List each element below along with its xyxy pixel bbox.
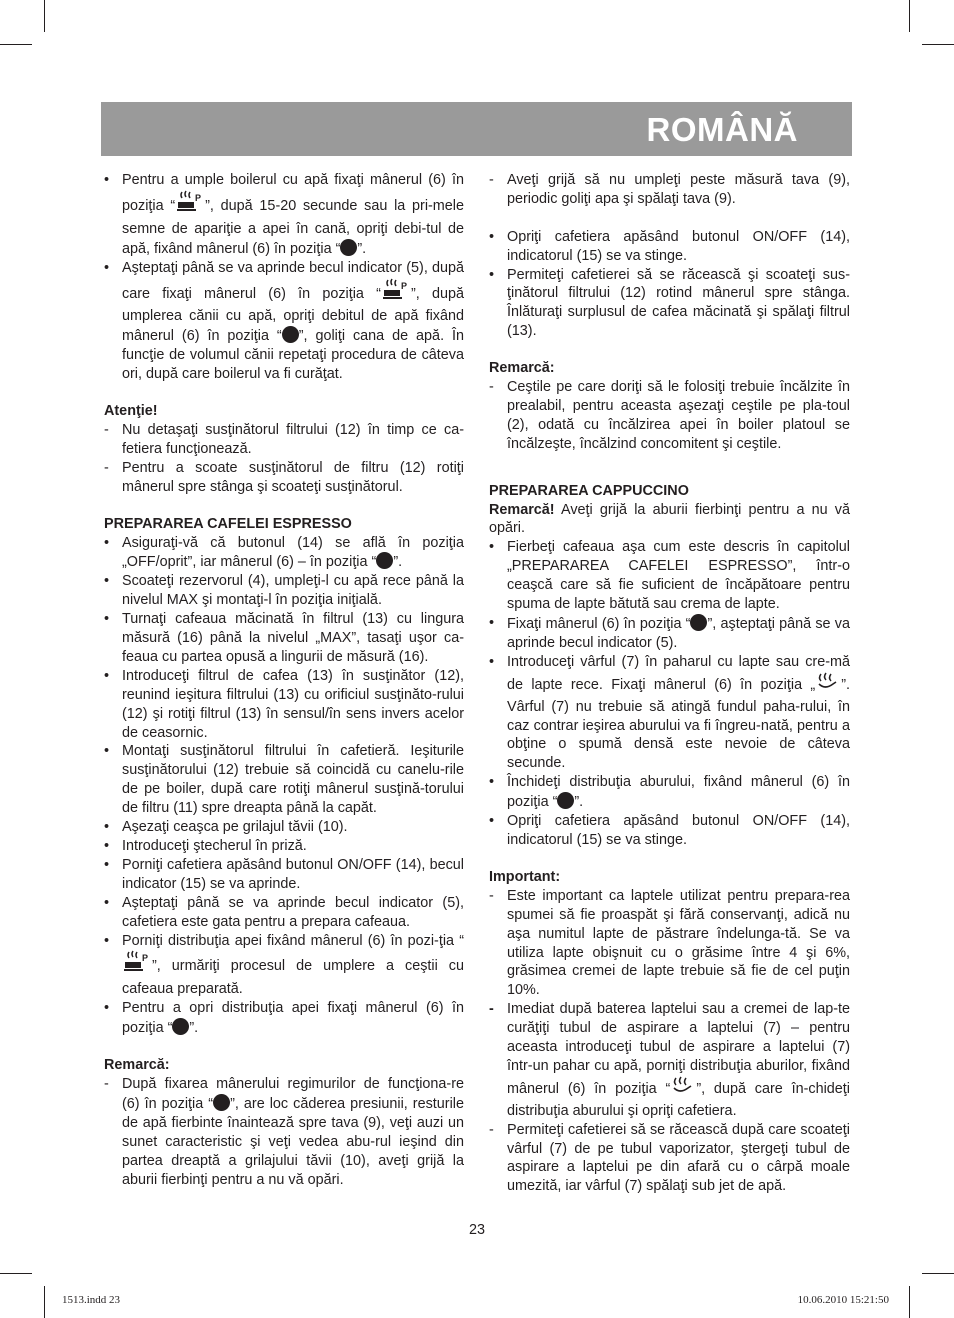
- section-heading: Remarcă:: [104, 1057, 170, 1074]
- svg-text:P: P: [142, 953, 149, 964]
- list-item: • Fixaţi mânerul (6) în poziţia “ ”, aşteptaţi până se va aprinde becul indicator (5).: [489, 615, 850, 651]
- filled-circle-icon: [376, 552, 393, 569]
- section-heading: Atenţie!: [104, 403, 158, 420]
- cup-tap-icon: [382, 278, 410, 308]
- crop-mark: [0, 44, 32, 45]
- steam-icon: [671, 1076, 695, 1102]
- crop-mark: [0, 1273, 32, 1274]
- crop-mark: [909, 1286, 910, 1318]
- section-heading: PREPARAREA CAFELEI ESPRESSO: [104, 515, 352, 532]
- list-item: • Pentru a umple boilerul cu apă fixaţi mânerul (6) în poziţia “ P ”, după 15-20 secunde sau la pri-mele semne de apariţie a apei în cană, opriţi debi-tul de apă, fixând mânerul (6) în poziţia “ ”.: [104, 172, 464, 257]
- left-column: [104, 171, 464, 1189]
- list-item: • Introduceţi ştecherul în priză.: [104, 838, 307, 854]
- list-item: • Aşteptaţi până se va aprinde becul indicator (5), cafetiera este gata pentru a prepara cafeaua.: [104, 894, 464, 930]
- list-item: • Aşteptaţi până se va aprinde becul indicator (5), după care fixaţi mânerul (6) în poziţia “ P ”, după umplerea cănii cu apă, opriţi debitul de apă fixând mânerul (6) în poziţia “ ”, goliţi cana de apă. În funcţie de volumul cănii repetaţi procedura de câteva ori, după care boilerul va fi curăţat.: [104, 259, 464, 383]
- list-item: • Porniţi distribuţia apei fixând mânerul (6) în pozi-ţia “ P ”, urmăriţi procesul de umplere a ceştii cu cafeaua preparată.: [104, 932, 464, 998]
- crop-mark: [922, 1273, 954, 1274]
- list-item: • Aşezaţi ceaşca pe grilajul tăvii (10).: [104, 819, 348, 836]
- crop-mark: [909, 0, 910, 32]
- list-item: - Permiteţi cafetierei să se răcească după care scoateţi vârful (7) de pe tubul vaporizator, ştergeţi tubul de aspirare a laptelui pe din afară cu o cârpă moale umezită, iar vârful (7) spălaţi sub jet de apă.: [489, 1121, 850, 1195]
- filled-circle-icon: [172, 1018, 189, 1035]
- filled-circle-icon: [282, 326, 299, 343]
- filled-circle-icon: [340, 239, 357, 256]
- list-item: • Introduceţi filtrul de cafea (13) în susţinător (12), reunind ieşitura filtrului (13) cu orificiul susţinăto-rului (12) şi rotiţi filtrul (13) în sensul/în sens invers acelor de ceasornic.: [104, 667, 464, 741]
- right-column: [489, 171, 850, 1196]
- list-item: • Introduceţi vârful (7) în paharul cu lapte sau cre-mă de lapte rece. Fixaţi mânerul (6) în poziţia „ ”. Vârful (7) nu trebuie să atingă fundul paha-rului, în caz contrar ieşirea aburului va fi îngreu-nată, pentru a obţine o spumă densă este nevoie de câteva secunde.: [489, 653, 850, 772]
- list-item: • Scoateţi rezervorul (4), umpleţi-l cu apă rece până la nivelul MAX şi montaţi-l în poziţia iniţială.: [104, 573, 464, 609]
- crop-mark: [44, 1286, 45, 1318]
- section-heading: Remarcă:: [489, 360, 555, 377]
- cup-tap-icon: [123, 950, 151, 980]
- note-paragraph: Remarcă! Aveţi grijă la aburii fierbinţi pentru a nu vă opări.: [489, 501, 850, 537]
- crop-mark: [44, 0, 45, 32]
- list-item: • Porniţi cafetiera apăsând butonul ON/OFF (14), becul indicator (15) se va aprinde.: [104, 856, 464, 892]
- list-item: • Pentru a opri distribuţia apei fixaţi mânerul (6) în poziţia “ ”.: [104, 1000, 464, 1037]
- page-number: 23: [468, 1222, 485, 1238]
- filled-circle-icon: [690, 614, 707, 631]
- language-banner: [101, 102, 852, 156]
- list-item: • Închideţi distribuţia aburului, fixând mânerul (6) în poziţia “ ”.: [489, 774, 850, 811]
- list-item: - Ceştile pe care doriţi să le folosiţi trebuie încălzite în prealabil, pentru aceasta aşezaţi ceştile pe pla-toul (2), odată cu încălzirea apei în boiler platoul se încălzeşte, încălzind concomitent şi ceştile.: [489, 379, 850, 452]
- filled-circle-icon: [213, 1094, 230, 1111]
- svg-text:P: P: [195, 192, 202, 203]
- list-item: • Asiguraţi-vă că butonul (14) se află în poziţia „OFF/oprit”, iar mânerul (6) – în poziţia “ ”.: [104, 534, 464, 571]
- list-item: - Nu detaşaţi susţinătorul filtrului (12) în timp ce ca-fetiera funcţionează.: [104, 421, 464, 457]
- section-heading: Important:: [489, 868, 561, 885]
- svg-text:P: P: [400, 280, 407, 291]
- list-item: • Opriţi cafetiera apăsând butonul ON/OFF (14), indicatorul (15) se va stinge.: [489, 813, 850, 848]
- list-item: • Montaţi susţinătorul filtrului în cafetieră. Ieşiturile susţinătorului (12) trebuie să coincidă cu canelu-rile de pe boiler, după care rotiţi mânerul susţină-torului de filtru (11) spre dreapta până la capăt.: [104, 743, 464, 817]
- list-item: - După fixarea mânerului regimurilor de funcţiona-re (6) în poziţia “ ”, are loc căderea presiunii, resturile de apă fierbinte înaintează spre tava (9), veţi auzi un sunet caracteristic şi veţi vedea abu-rul ieşind din partea dreaptă a grilajului tăvii (10), aveţi grijă la aburii fierbinţi pentru a nu vă opări.: [104, 1075, 464, 1188]
- list-item: - Imediat după baterea laptelui sau a cremei de lap-te curăţiţi tubul de aspirare a laptelui (7) – pentru aceasta introduceţi tubul de aspirare a laptelui (7) într-un pahar cu apă, porniţi distribuţia aburilor, fixând mânerul (6) în poziţia “ ”, după care în-chideţi distribuţia aburului şi opriţi cafetiera.: [489, 1001, 851, 1119]
- list-item: - Aveţi grijă să nu umpleţi peste măsură tava (9), periodic goliţi apa şi spălaţi tava (9).: [489, 172, 850, 207]
- list-item: - Pentru a scoate susţinătorul de filtru (12) rotiţi mânerul spre stânga şi scoateţi susţinătorul.: [104, 459, 464, 495]
- filled-circle-icon: [557, 792, 574, 809]
- section-heading: PREPARAREA CAPPUCCINO: [489, 482, 689, 499]
- cup-tap-icon: [176, 190, 204, 220]
- steam-icon: [816, 672, 840, 698]
- crop-mark: [922, 44, 954, 45]
- list-item: - Este important ca laptele utilizat pentru prepara-rea spumei să fie proaspăt şi fără conservanţi, adică nu aşa numitul lapte de păstrare îndelunga-tă. Se va utiliza lapte obişnuit cu o grăsime între 4 şi 6%, grăsimea cremei de lapte trebuie să fie de cel puţin 10%.: [489, 887, 850, 999]
- footer-date: 10.06.2010 15:21:50: [797, 1294, 889, 1306]
- list-item: • Opriţi cafetiera apăsând butonul ON/OFF (14), indicatorul (15) se va stinge.: [489, 228, 850, 264]
- note-label: Remarcă!: [489, 501, 555, 518]
- list-item: • Fierbeţi cafeaua aşa cum este descris în capitolul „PREPARAREA CAFELEI ESPRESSO”, într-o ceaşcă care să fie suficient de încăpătoare pentru spuma de lapte bătută sau crema de lapte.: [489, 539, 850, 613]
- list-item: • Turnaţi cafeaua măcinată în filtrul (13) cu lingura măsură (16) până la nivelul „MAX”, tasaţi uşor ca-feaua cu partea opusă a lingurii de măsură (16).: [104, 611, 464, 665]
- list-item: • Permiteţi cafetierei să se răcească şi scoateţi sus-ţinătorul filtrului (12) rotind mânerul spre stânga. Înlăturaţi surplusul de cafea măcinată şi spălaţi filtrul (13).: [489, 266, 850, 340]
- page-title: ROMÂNĂ: [646, 111, 798, 148]
- footer-file: 1513.indd 23: [62, 1294, 121, 1306]
